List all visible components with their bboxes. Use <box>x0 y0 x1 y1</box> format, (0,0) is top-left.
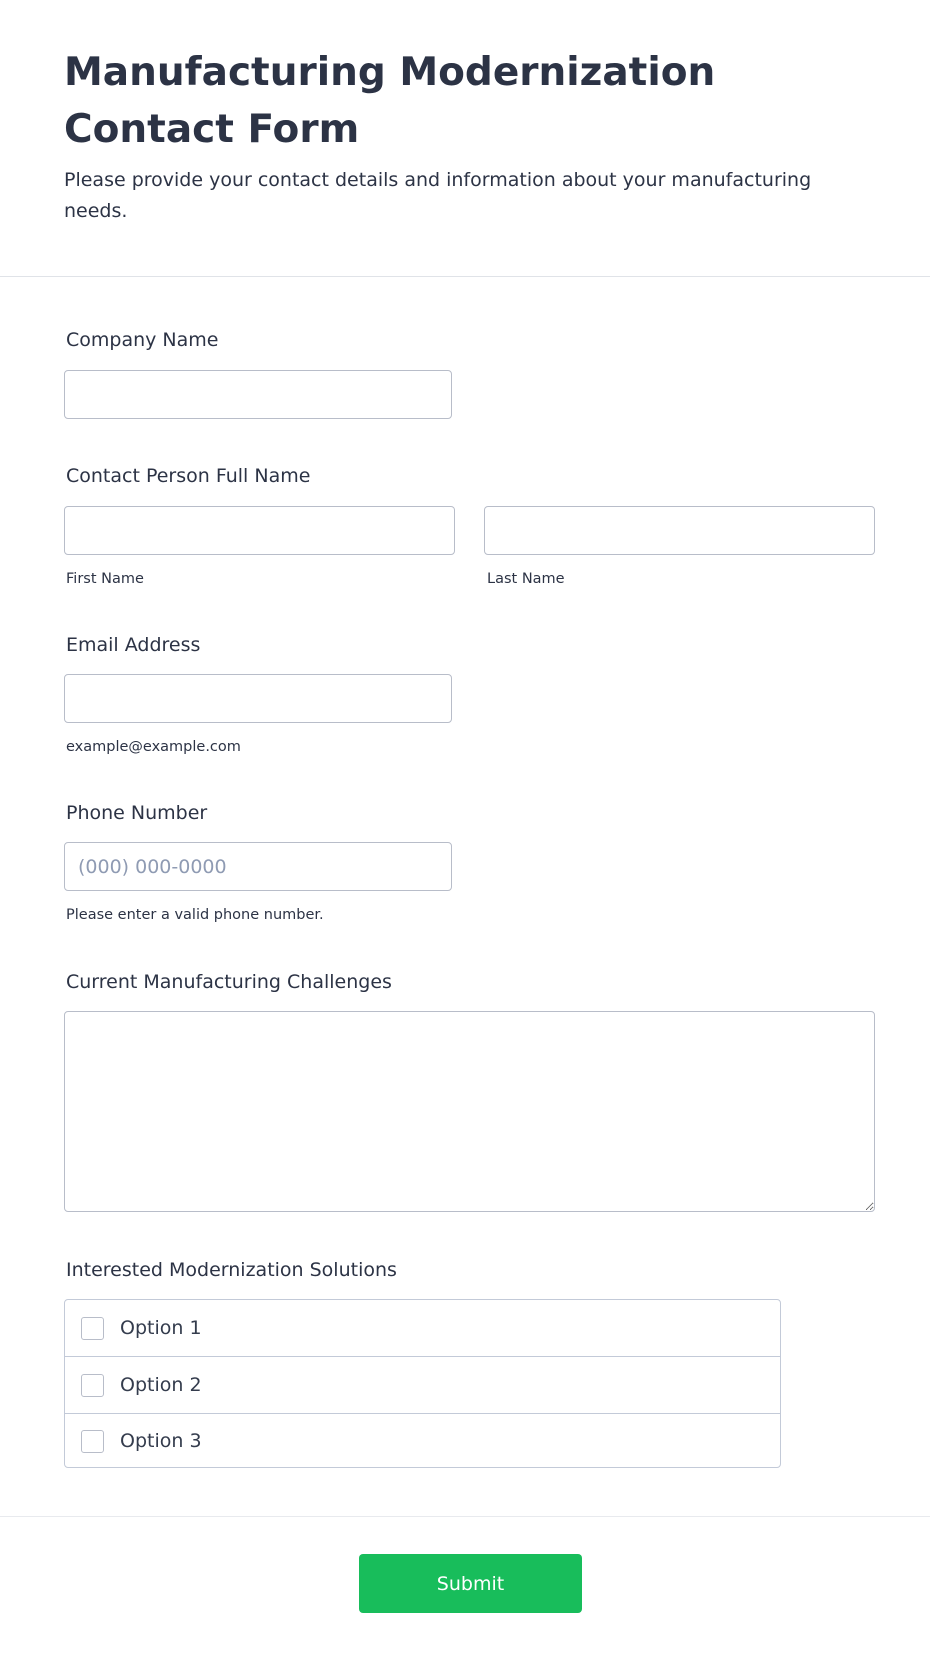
checkbox-icon[interactable] <box>81 1317 104 1340</box>
first-name-sublabel: First Name <box>66 571 144 587</box>
checkbox-label: Option 2 <box>120 1374 202 1396</box>
last-name-sublabel: Last Name <box>487 571 565 587</box>
checkbox-icon[interactable] <box>81 1374 104 1397</box>
form-footer <box>0 1516 930 1662</box>
email-input[interactable] <box>64 674 452 723</box>
form-header <box>0 0 930 277</box>
submit-button[interactable]: Submit <box>359 1554 582 1613</box>
checkbox-option-1[interactable] <box>65 1300 780 1356</box>
form-subtitle: Please provide your contact details and information about your manufacturing needs. <box>64 169 812 222</box>
checkbox-option-2[interactable] <box>65 1356 780 1413</box>
solutions-checkbox-group <box>64 1299 781 1468</box>
phone-label: Phone Number <box>66 802 208 824</box>
email-sublabel: example@example.com <box>66 739 241 755</box>
last-name-input[interactable] <box>484 506 875 555</box>
challenges-textarea[interactable] <box>64 1011 875 1212</box>
form-title: Manufacturing Modernization Contact Form <box>64 50 716 152</box>
first-name-input[interactable] <box>64 506 455 555</box>
phone-input[interactable] <box>64 842 452 891</box>
solutions-label: Interested Modernization Solutions <box>66 1259 397 1281</box>
checkbox-icon[interactable] <box>81 1430 104 1453</box>
company-name-label: Company Name <box>66 329 219 351</box>
email-label: Email Address <box>66 634 201 656</box>
challenges-label: Current Manufacturing Challenges <box>66 971 392 993</box>
contact-person-label: Contact Person Full Name <box>66 465 311 487</box>
checkbox-label: Option 1 <box>120 1317 202 1339</box>
checkbox-label: Option 3 <box>120 1430 202 1452</box>
checkbox-option-3[interactable] <box>65 1413 780 1468</box>
phone-sublabel: Please enter a valid phone number. <box>66 907 324 923</box>
company-name-input[interactable] <box>64 370 452 419</box>
